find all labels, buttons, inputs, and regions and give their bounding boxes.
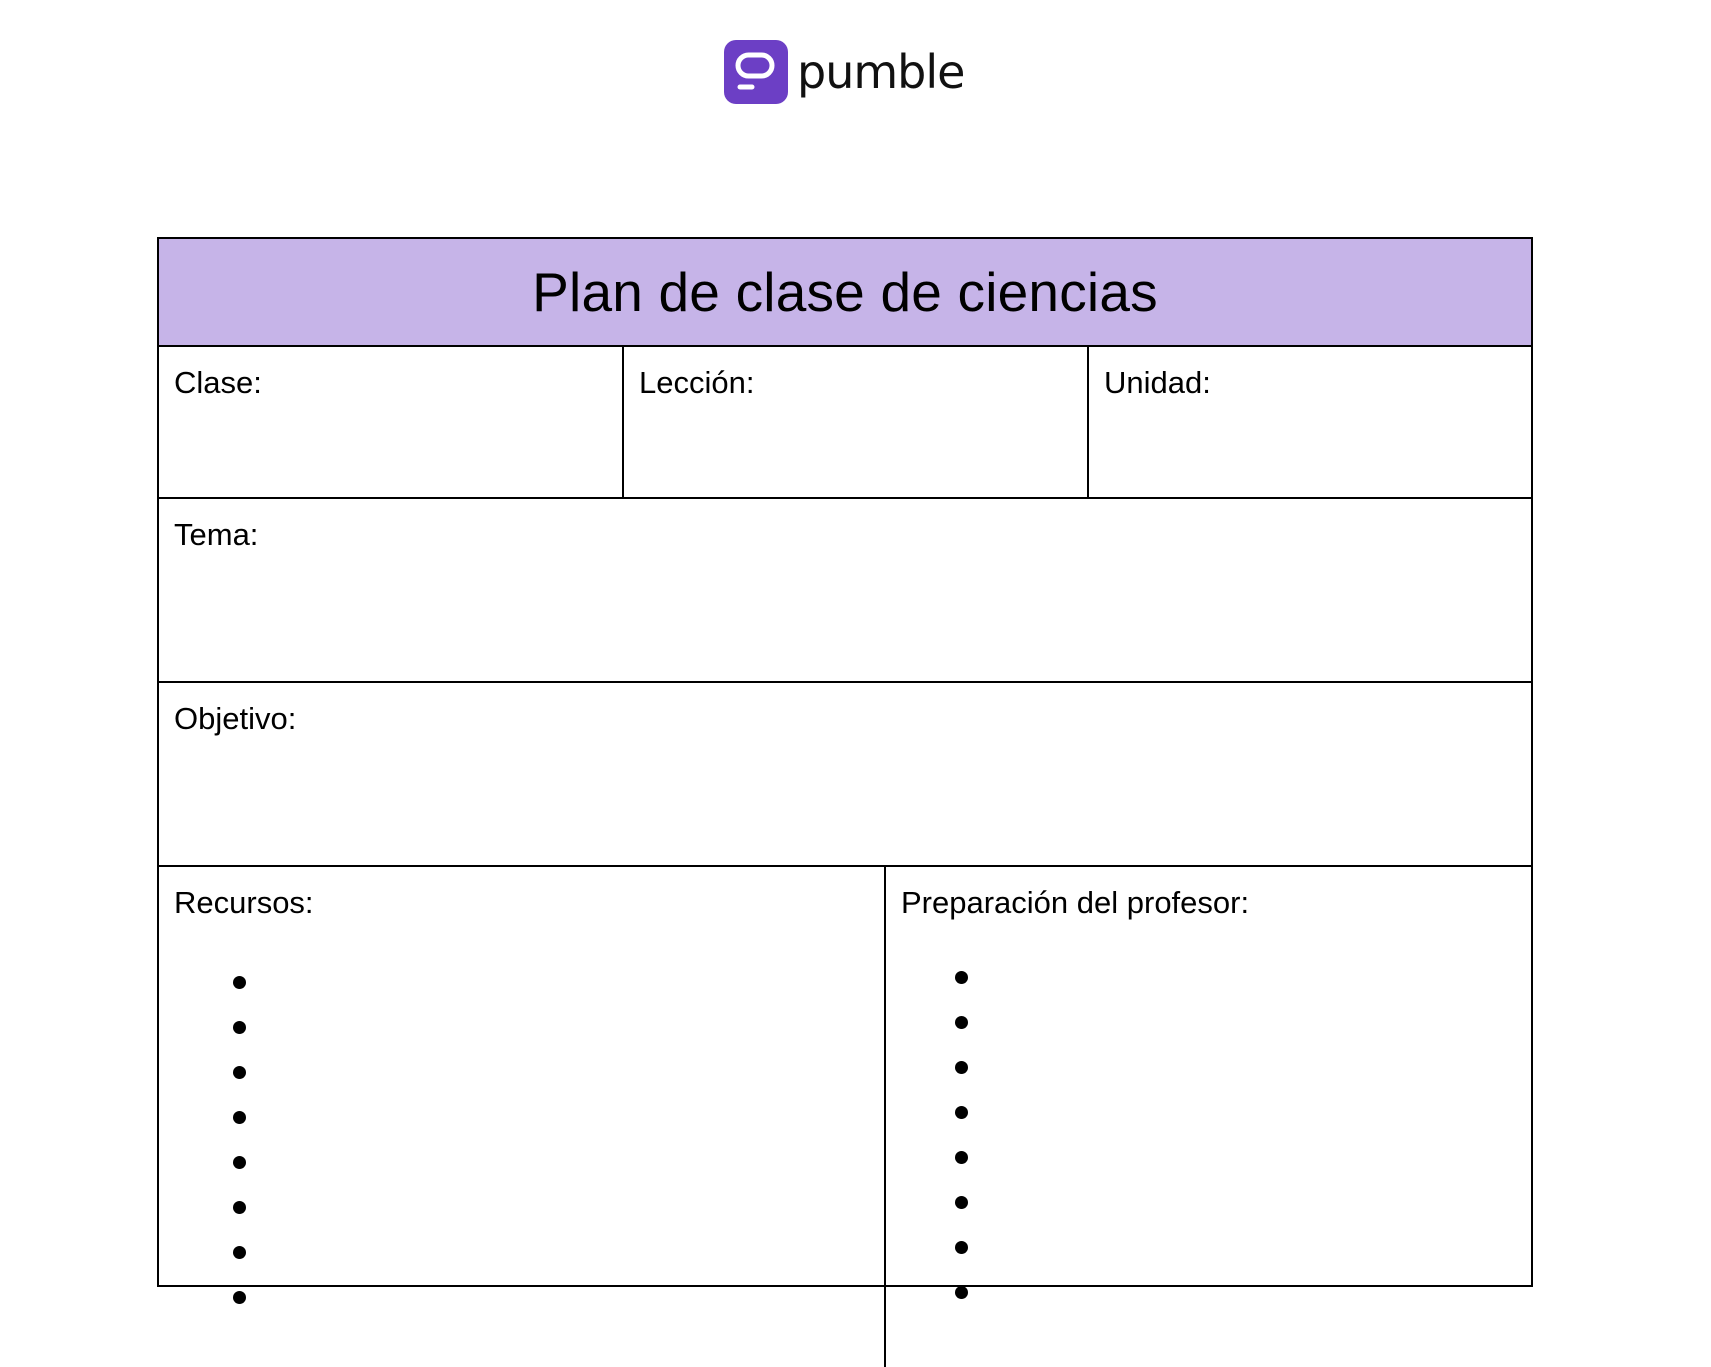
- unidad-field[interactable]: [1089, 347, 1531, 497]
- list-item-bullet[interactable]: [955, 1196, 968, 1209]
- recursos-label: Recursos:: [174, 885, 314, 920]
- clase-field[interactable]: [159, 347, 624, 497]
- resources-row: [159, 867, 1531, 1367]
- objetivo-label: Objetivo:: [174, 701, 297, 736]
- document-title: Plan de clase de ciencias: [532, 261, 1158, 323]
- tema-label: Tema:: [174, 517, 259, 552]
- preparacion-field[interactable]: [886, 867, 1531, 1367]
- lesson-plan-table: [157, 237, 1533, 1287]
- brand-name: pumble: [797, 45, 965, 99]
- recursos-field[interactable]: [159, 867, 886, 1367]
- list-item-bullet[interactable]: [233, 1291, 246, 1304]
- unidad-label: Unidad:: [1104, 365, 1211, 400]
- list-item-bullet[interactable]: [233, 1021, 246, 1034]
- list-item-bullet[interactable]: [233, 1156, 246, 1169]
- list-item-bullet[interactable]: [955, 1061, 968, 1074]
- leccion-field[interactable]: [624, 347, 1089, 497]
- list-item-bullet[interactable]: [955, 1106, 968, 1119]
- list-item-bullet[interactable]: [955, 1286, 968, 1299]
- clase-label: Clase:: [174, 365, 262, 400]
- brand-logo: [724, 40, 964, 104]
- list-item-bullet[interactable]: [955, 1016, 968, 1029]
- list-item-bullet[interactable]: [233, 1201, 246, 1214]
- info-row: [159, 347, 1531, 499]
- recursos-bullet-list: [233, 976, 246, 1336]
- pumble-logo-icon: [724, 40, 788, 104]
- list-item-bullet[interactable]: [955, 971, 968, 984]
- list-item-bullet[interactable]: [233, 1246, 246, 1259]
- list-item-bullet[interactable]: [955, 1151, 968, 1164]
- list-item-bullet[interactable]: [233, 1111, 246, 1124]
- preparacion-bullet-list: [955, 971, 968, 1331]
- tema-field[interactable]: [159, 499, 1531, 683]
- title-bar: [159, 239, 1531, 347]
- list-item-bullet[interactable]: [955, 1241, 968, 1254]
- list-item-bullet[interactable]: [233, 1066, 246, 1079]
- leccion-label: Lección:: [639, 365, 755, 400]
- objetivo-field[interactable]: [159, 683, 1531, 867]
- preparacion-label: Preparación del profesor:: [901, 885, 1250, 920]
- list-item-bullet[interactable]: [233, 976, 246, 989]
